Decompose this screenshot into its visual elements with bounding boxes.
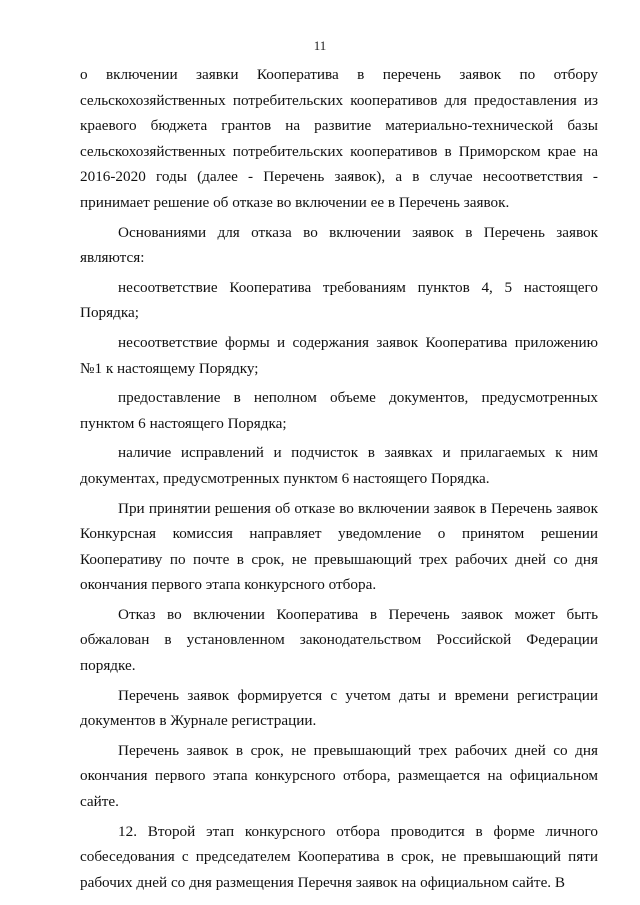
paragraph-continuation: о включении заявки Кооператива в перечень заявок по отбору сельскохозяйственных потребительских кооперативов для предоставления из краевого бюджета грантов на развитие материально-технической базы сельскохозяйственных потребительских кооперативов в Приморском крае на 2016-2020 годы (далее - Перечень заявок), а в случае несоответствия - принимает решение об отказе во включении ее в Перечень заявок. [80,66,598,211]
paragraph-list-publication: Перечень заявок в срок, не превышающий трех рабочих дней со дня окончания первого этапа конкурсного отбора, размещается на официальном сайте. [80,741,598,811]
document-body [80,62,598,895]
paragraph-refusal-grounds: Основаниями для отказа во включении заявок в Перечень заявок являются: [80,223,598,267]
paragraph-notification: При принятии решения об отказе во включении заявок в Перечень заявок Конкурсная комиссия направляет уведомление о принятом решении Кооперативу по почте в срок, не превышающий трех рабочих дней со дня окончания первого этапа конкурсного отбора. [80,499,598,594]
page-number: 11 [313,38,327,53]
paragraph-ground-2: несоответствие формы и содержания заявок Кооператива приложению №1 к настоящему Порядку; [80,333,598,377]
paragraph-ground-3: предоставление в неполном объеме документов, предусмотренных пунктом 6 настоящего Порядка; [80,389,598,432]
paragraph-ground-4: наличие исправлений и подчисток в заявках и прилагаемых к ним документах, предусмотренных пунктом 6 настоящего Порядка. [80,444,598,487]
paragraph-section-12: 12. Второй этап конкурсного отбора проводится в форме личного собеседования с председателем Кооператива в срок, не превышающий пяти рабочих дней со дня размещения Перечня заявок на официальном сайте. В [80,822,598,891]
paragraph-ground-1: несоответствие Кооператива требованиям пунктов 4, 5 настоящего Порядка; [80,278,598,322]
paragraph-appeal: Отказ во включении Кооператива в Перечень заявок может быть обжалован в установленном законодательством Российской Федерации порядке. [80,605,598,675]
paragraph-list-formation: Перечень заявок формируется с учетом даты и времени регистрации документов в Журнале регистрации. [80,686,598,730]
